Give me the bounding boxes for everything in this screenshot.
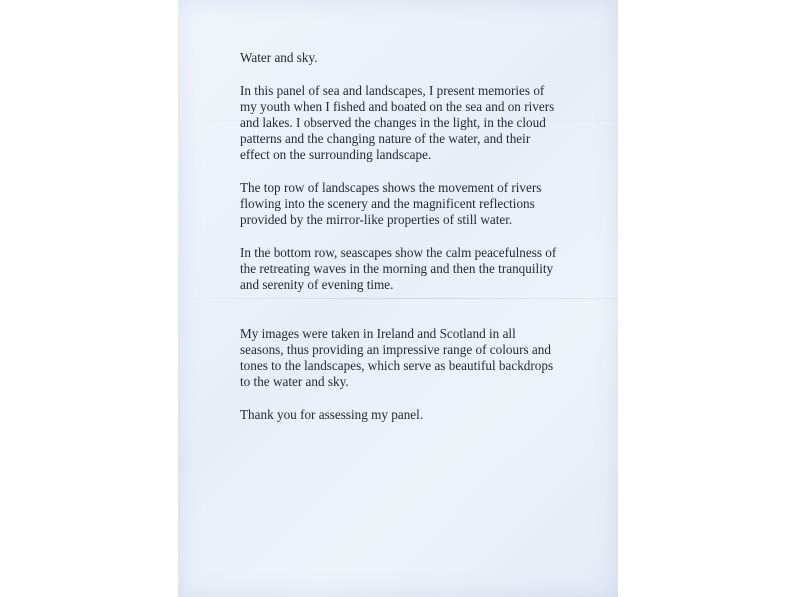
paragraph-top-row: The top row of landscapes shows the movement of rivers flowing into the scenery and the magnificent reflections provided by the mirror-like properties of still water.: [240, 180, 542, 227]
letter-body: [240, 50, 560, 440]
paragraph-locations: My images were taken in Ireland and Scotland in all seasons, thus providing an impressive range of colours and tones to the landscapes, which serve as beautiful backdrops to the water and sky.: [240, 326, 554, 389]
letter-title: Water and sky.: [240, 50, 318, 65]
scanned-letter-page: [178, 0, 618, 597]
paragraph-bottom-row: In the bottom row, seascapes show the calm peacefulness of the retreating waves in the morning and then the tranquility and serenity of evening time.: [240, 245, 557, 292]
paragraph-closing: Thank you for assessing my panel.: [240, 407, 424, 422]
paragraph-intro: In this panel of sea and landscapes, I present memories of my youth when I fished and boated on the sea and on rivers and lakes. I observed the changes in the light, in the cloud patterns and the changing nature of the water, and their effect on the surrounding landscape.: [240, 83, 555, 162]
